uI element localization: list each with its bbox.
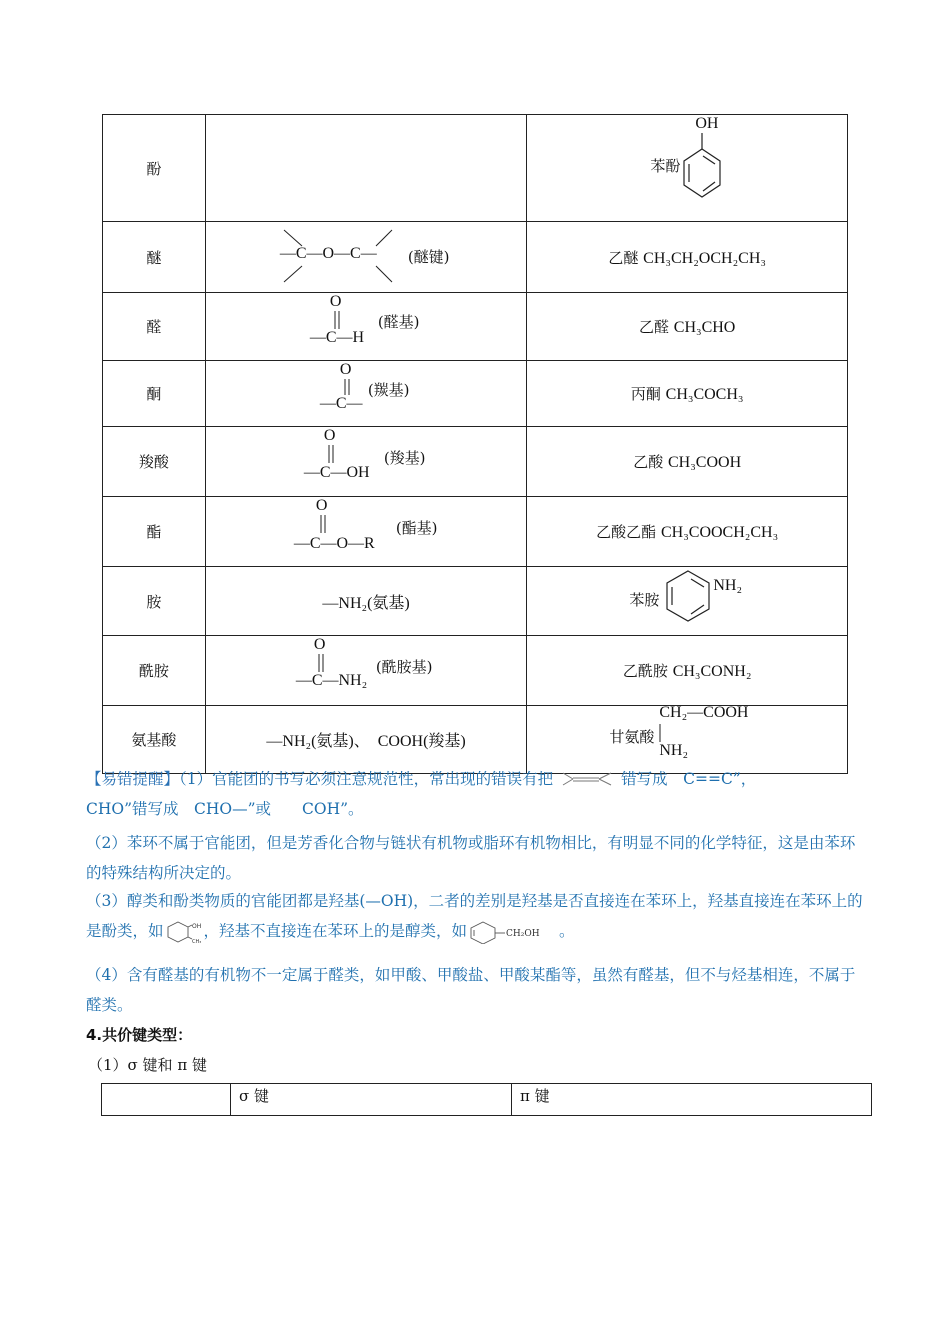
example-name: 乙醚 [608,248,639,267]
example-name: 苯酚 [650,157,681,175]
amide-group: —C—NH₂ [295,672,368,689]
class-cell: 酮 [103,361,206,427]
group-cell [205,293,527,361]
group-name: (酰胺基) [375,658,433,676]
note-paragraph-3 [86,886,866,946]
group-name: (酯基) [395,519,438,537]
carbonyl-o: O [323,427,336,444]
example-cell [527,115,848,222]
note-text: （1）官能团的书写必须注意规范性，常出现的错误有把 [179,770,554,788]
amino-group: —NH₂(氨基) [322,594,410,612]
example-name: 乙酸 [633,453,664,471]
example-formula: CH₃COOCH₂CH₃ [660,524,779,541]
example-name: 乙醛 [638,318,669,336]
aniline-ring-icon [661,569,715,633]
note-text: 错写成 C==C”， [621,770,757,788]
note-paragraph-1 [86,764,866,824]
example-cell [527,567,848,636]
phenol-ring-icon [681,133,723,209]
benzyl-alcohol-icon [467,920,559,944]
amino-acid-groups: —NH₂(氨基)、 COOH(羧基) [266,733,466,750]
sigma-pi-table [101,1083,872,1116]
section-heading: 4.共价键类型： [86,1026,193,1044]
table-row [103,115,848,222]
double-bond-icon [342,379,352,395]
group-name: (醛基) [377,313,420,331]
table-row [103,427,848,497]
header-cell: π 键 [512,1084,872,1116]
example-cell [527,222,848,293]
group-cell [205,497,527,567]
group-cell [205,361,527,427]
example-formula: CH₃CHO [673,319,736,336]
table-row [103,636,848,706]
table-row [103,222,848,293]
table-row [103,497,848,567]
class-cell: 酰胺 [103,636,206,706]
section-subheading: （1）σ 键和 π 键 [88,1056,207,1074]
group-cell [205,222,527,293]
ether-group: —C—O—C— [279,245,377,262]
class-cell: 醛 [103,293,206,361]
example-formula: CH₃COCH₃ [665,386,744,403]
glycine-top: CH₂—COOH [659,704,749,721]
glycine-bottom: NH₂ [659,742,689,759]
single-bond-icon [659,724,663,742]
double-bond-icon [316,654,326,672]
table-row [102,1084,872,1116]
group-cell [205,427,527,497]
note-text: 。 [559,922,575,940]
cc-double-bond-icon [559,771,615,789]
double-bond-icon [332,311,342,329]
class-cell: 氨基酸 [103,706,206,774]
group-name: (羰基) [367,381,410,399]
carbonyl-group: —C— [319,395,363,412]
class-cell: 羧酸 [103,427,206,497]
example-cell [527,427,848,497]
table-row [103,567,848,636]
class-cell: 酚 [103,115,206,222]
note-text: CHO”错写成 CHO—”或 COH”。 [86,800,364,818]
benzyl-label: CH₂OH [506,929,540,939]
header-cell: σ 键 [231,1084,512,1116]
carbonyl-o: O [313,636,326,653]
class-cell: 胺 [103,567,206,636]
class-cell: 酯 [103,497,206,567]
group-cell [205,636,527,706]
example-cell [527,293,848,361]
carboxyl-group: —C—OH [303,464,370,481]
group-cell [205,115,527,222]
example-formula: CH₃CH₂OCH₂CH₃ [643,249,766,267]
double-bond-icon [326,445,336,463]
carbonyl-o: O [315,497,328,514]
example-cell [527,497,848,567]
example-name: 丙酮 [630,385,661,403]
carbonyl-o: O [339,361,352,378]
example-name: 甘氨酸 [609,728,655,746]
note-paragraph-2: （2）苯环不属于官能团，但是芳香化合物与链状有机物或脂环有机物相比，有明显不同的化学特征，这是由苯环的特殊结构所决定的。 [86,834,856,882]
example-name: 苯胺 [629,591,660,609]
class-cell: 醚 [103,222,206,293]
example-formula: CH₃CONH₂ [672,663,752,680]
group-name: (醚键) [407,248,450,266]
table-row [103,361,848,427]
nh2-label: NH₂ [713,577,743,594]
functional-group-table [102,114,848,774]
cresol-ch3: CH₃ [191,939,201,944]
table-row [103,293,848,361]
cresol-oh: OH [191,923,201,930]
note-text: ，羟基不直接连在苯环上的是醇类，如 [203,922,468,940]
example-cell [527,361,848,427]
note-label: 【易错提醒】 [86,770,180,788]
note-paragraph-4: （4）含有醛基的有机物不一定属于醛类，如甲酸、甲酸盐、甲酸某酯等，虽然有醛基，但不与烃基相连，不属于醛类。 [86,966,856,1014]
double-bond-icon [318,515,328,533]
header-cell [102,1084,231,1116]
aldehyde-group: —C—H [309,329,365,346]
group-name: (羧基) [383,449,426,467]
note-text: （3）醇类和酚类物质的官能团都是羟基(—OH)，二者的差别是羟基是否直接连在苯环上，羟基直接连在苯环上的是酚类，如 [86,892,863,940]
cresol-icon [164,920,204,944]
example-name: 乙酸乙酯 [596,523,657,541]
example-name: 乙酰胺 [622,662,668,680]
oh-label: OH [695,115,719,132]
ester-group: —C—O—R [293,535,375,552]
carbonyl-o: O [329,293,342,310]
example-formula: CH₃COOH [668,454,742,471]
example-cell [527,636,848,706]
group-cell [205,567,527,636]
